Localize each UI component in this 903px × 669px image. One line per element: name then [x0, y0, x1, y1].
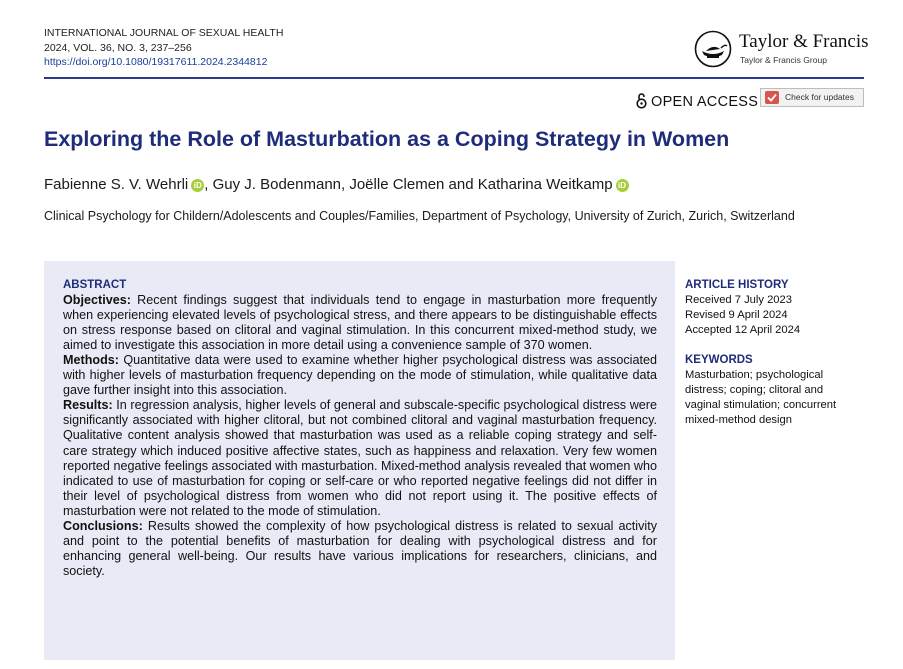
journal-name: INTERNATIONAL JOURNAL OF SEXUAL HEALTH [44, 27, 284, 39]
methods-label: Methods: [63, 353, 119, 368]
other-authors: , Guy J. Bodenmann, Joëlle Clemen and Katharina Weitkamp [204, 176, 613, 193]
orcid-icon[interactable]: iD [616, 179, 629, 192]
publisher-name: Taylor & Francis [739, 31, 869, 52]
author-list [44, 176, 629, 193]
open-access-label: OPEN ACCESS [651, 94, 759, 110]
abstract-conclusions [63, 519, 657, 579]
conclusions-text: Results showed the complexity of how psychological distress is related to sexual activity and point to the potential benefits of masturbation for dealing with psychological distress and for enhancing general well-being. Our results have various implications for researchers, clinicians, and society. [63, 518, 657, 578]
lamp-icon [694, 30, 732, 68]
header-divider [44, 77, 864, 79]
abstract-objectives [63, 293, 657, 353]
results-label: Results: [63, 398, 113, 413]
orcid-icon[interactable]: iD [191, 179, 204, 192]
check-updates-label: Check for updates [785, 92, 854, 102]
abstract [63, 278, 657, 579]
author-1: Fabienne S. V. Wehrli [44, 176, 189, 193]
keywords-heading: KEYWORDS [685, 354, 753, 366]
accepted-date: Accepted 12 April 2024 [685, 324, 801, 336]
article-history [685, 278, 855, 338]
check-for-updates-button[interactable] [760, 88, 864, 107]
article-title: Exploring the Role of Masturbation as a Coping Strategy in Women [44, 127, 730, 151]
abstract-methods [63, 353, 657, 398]
revised-date: Revised 9 April 2024 [685, 309, 788, 321]
doi-link[interactable]: https://doi.org/10.1080/19317611.2024.2344812 [44, 56, 268, 68]
journal-info [44, 26, 283, 70]
citation: 2024, VOL. 36, NO. 3, 237–256 [44, 41, 192, 54]
conclusions-label: Conclusions: [63, 518, 143, 533]
results-text: In regression analysis, higher levels of general and subscale-specific psychological distress were significantly associated with higher clitoral, but not combined clitoral and vaginal masturbation frequency. Qualitative content analysis showed that masturbation was used as a reliable coping strategy and self-care strategy which induced positive affective states, such as happiness and relaxation. Very few women reported negative feelings associated with masturbation. Mixed-method analysis revealed that women who indicated to use of masturbation for coping or self-care or who reported negative feelings did not differ in their level of psychological distress from women who did not report using it. The positive effects of masturbation were not related to the mode of stimulation. [63, 398, 657, 518]
abstract-heading: ABSTRACT [63, 279, 127, 291]
keywords-list: Masturbation; psychological distress; coping; clitoral and vaginal stimulation; concurrent mixed-method design [685, 369, 837, 426]
received-date: Received 7 July 2023 [685, 294, 792, 306]
check-updates-icon [765, 91, 779, 104]
history-heading: ARTICLE HISTORY [685, 279, 789, 291]
publisher-group: Taylor & Francis Group [740, 55, 827, 65]
objectives-text: Recent findings suggest that individuals tend to engage in masturbation more frequently when experiencing elevated levels of psychological stress, and there appears to be distinguishable effects on stress response based on clitoral and vaginal stimulation. In this concurrent mixed-method study, we aimed to investigate this association in more detail using a convenience sample of 370 women. [63, 293, 657, 353]
affiliation: Clinical Psychology for Childern/Adolescents and Couples/Families, Department of Psychology, University of Zurich, Zurich, Switzerland [44, 209, 795, 223]
open-access-badge [636, 93, 758, 110]
objectives-label: Objectives: [63, 293, 131, 308]
methods-text: Quantitative data were used to examine whether higher psychological distress was associated with higher levels of masturbation frequency depending on the mode of stimulation, while qualitative data gave further insight into this association. [63, 353, 657, 398]
open-lock-icon [636, 93, 647, 109]
abstract-results [63, 398, 657, 518]
keywords-section [685, 353, 855, 428]
